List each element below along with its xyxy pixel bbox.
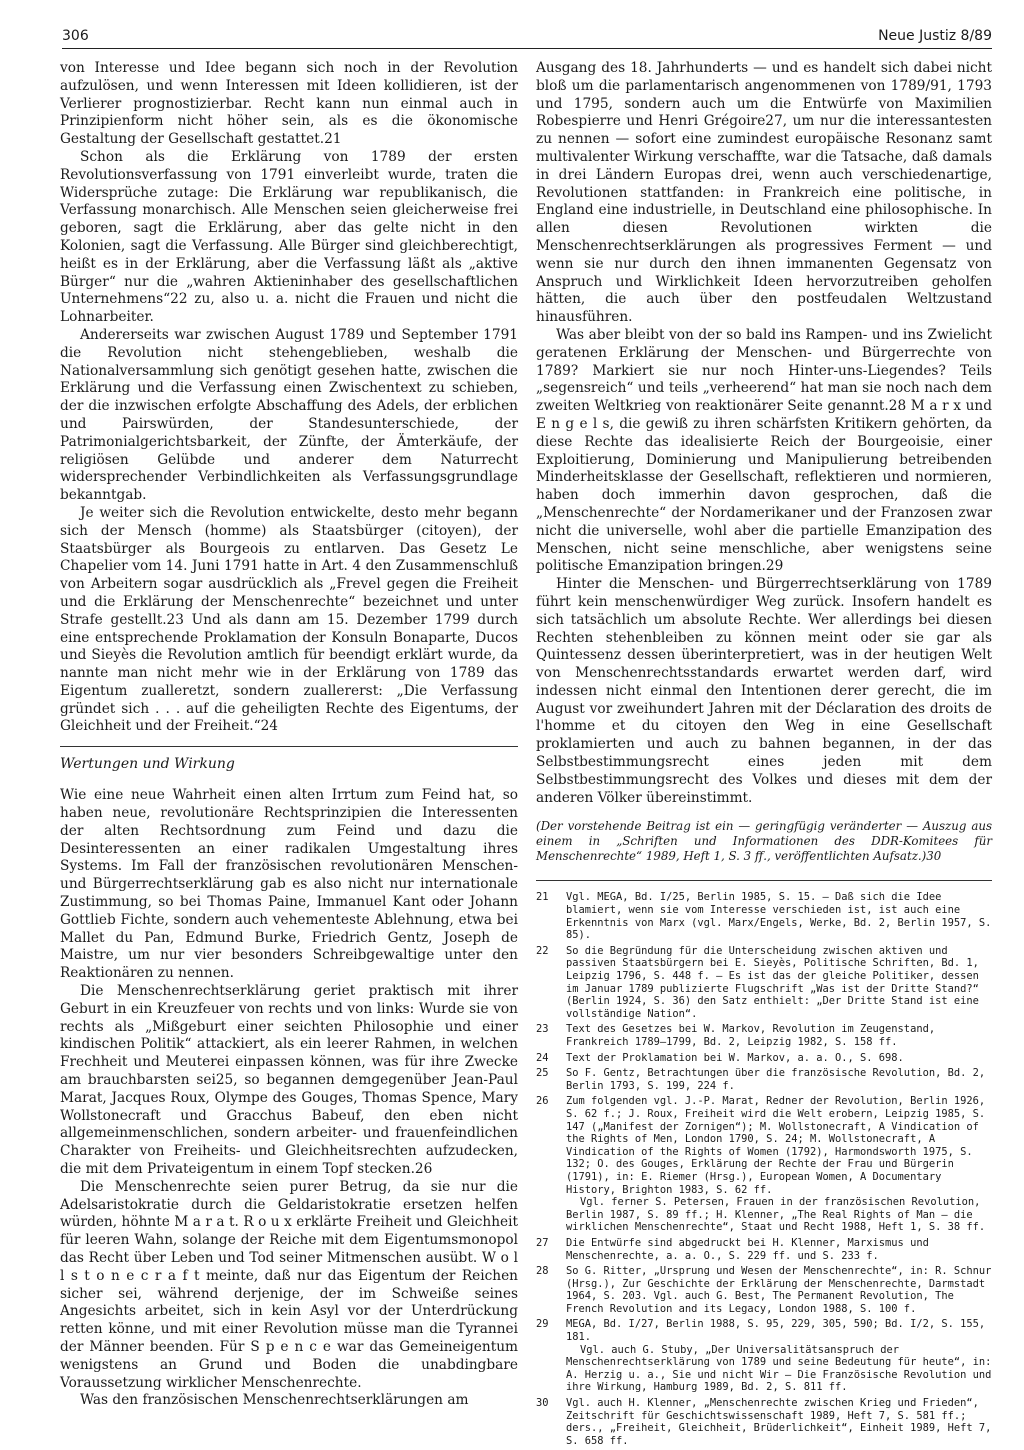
- section-heading: Wertungen und Wirkung: [60, 746, 518, 773]
- footnote-continuation: Vgl. ferner S. Petersen, Frauen in der französischen Revolution, Berlin 1987, S. 89 ff.; H. Klenner, „The Real Rights of Man — die wirklichen Menschenrechte“, Staat und Recht 1988, Heft 1, S. 38 ff.: [566, 1196, 986, 1234]
- footnote-number: 26: [536, 1095, 549, 1108]
- footnote-text: Text des Gesetzes bei W. Markov, Revolution im Zeugenstand, Frankreich 1789—1799, Bd. 2, Leipzig 1982, S. 158 ff.: [566, 1023, 936, 1048]
- left-column: [60, 60, 518, 1410]
- footnote-number: 27: [536, 1236, 549, 1249]
- footnote-number: 23: [536, 1023, 549, 1036]
- footnote-text: Text der Proklamation bei W. Markov, a. a. O., S. 698.: [566, 1051, 904, 1064]
- footnote-22: [536, 945, 992, 1021]
- paragraph: Was den französischen Menschenrechtserklärungen am: [80, 1392, 469, 1409]
- page-number: 306: [62, 28, 89, 44]
- paragraph: Hinter die Menschen- und Bürgerrechtserklärung von 1789 führt kein menschenwürdiger Weg zurück. Insofern handelt es sich tatsächlich um absolute Rechte. Wer allerdings bei diesen Rechten stehenbleiben zu können meint oder sie gar als Quintessenz dessen überinterpretiert, was in der heutigen Welt von Menschenrechtsstandards erwartet werden darf, wird indessen nicht einmal den Intentionen derer gerecht, die im August vor zweihundert Jahren mit der Déclaration des droits de l'homme et du citoyen den Weg in eine Gesellschaft proklamierten und auch zu bahnen begannen, in der das Selbstbestimmungsrecht eines jeden mit dem Selbstbestimmungsrecht des Volkes und dieses mit dem der anderen Völker übereinstimmt.: [536, 576, 992, 806]
- paragraph: Schon als die Erklärung von 1789 der ersten Revolutionsverfassung von 1791 einverleibt wurde, traten die Widersprüche zutage: Die Erklärung war republikanisch, die Verfassung monarchisch. Alle Menschen seien gleicherweise frei geboren, sagt die Erklärung, aber das gelte nicht in den Kolonien, sagt die Verfassung. Alle Bürger sind gleichberechtigt, heißt es in der Erklärung, aber die Verfassung läßt als „aktive Bürger“ nur die „wahren Aktieninhaber des gesellschaftlichen Unternehmens“22 zu, also u. a. nicht die Frauen und nicht die Lohnarbeiter.: [60, 148, 518, 326]
- footnote-30: [536, 1397, 992, 1447]
- paragraph: Ausgang des 18. Jahrhunderts — und es handelt sich dabei nicht bloß um die parlamentarisch angenommenen von 1789/91, 1793 und 1795, sondern auch um die Entwürfe von Maximilien Robespierre und Henri Grégoire27, um nur die interessantesten zu nennen — sofort eine zumindest europäische Resonanz samt multivalenter Wirkung verschaffte, war die Tatsache, daß damals in drei Ländern Europas drei, wenn auch verschiedenartige, Revolutionen stattfanden: in Frankreich eine politische, in England eine industrielle, in Deutschland eine philosophische. In allen diesen Revolutionen wirkten die Menschenrechtserklärungen als progressives Ferment — und wenn sie nur durch den ihnen immanenten Gegensatz von Anspruch und Wirklichkeit Ideen hervorzutreiben geholfen hätten, die auch über den postfeudalen Weltzustand hinausführen.: [536, 60, 992, 326]
- footnote-number: 24: [536, 1051, 549, 1064]
- footnote-26: [536, 1095, 992, 1234]
- footnote-text: Vgl. MEGA, Bd. I/25, Berlin 1985, S. 15. — Daß sich die Idee blamiert, wenn sie vom Interesse verschieden ist, ist auch eine Erkenntnis von Marx (vgl. Marx/Engels, Werke, Bd. 2, Berlin 1957, S. 85).: [566, 891, 992, 942]
- footnote-number: 21: [536, 891, 549, 904]
- footnote-text: So die Begründung für die Unterscheidung zwischen aktiven und passiven Staatsbürgern bei E. Sieyès, Politische Schriften, Bd. 1, Leipzig 1796, S. 448 f. — Es ist das der gleiche Politiker, dessen im Januar 1789 publizierte Flugschrift „Was ist der Dritte Stand?“ (Berlin 1924, S. 36) den Satz enthielt: „Der Dritte Stand ist eine vollständige Nation“.: [566, 944, 979, 1020]
- footnote-29: [536, 1318, 992, 1394]
- paragraph: Was aber bleibt von der so bald ins Rampen- und ins Zwielicht geratenen Erklärung der Menschen- und Bürgerrechte von 1789? Markiert sie nur noch Hinter-uns-Liegendes? Teils „segensreich“ und teils „verheerend“ hat man sie noch nach dem zweiten Weltkrieg von reaktionärer Seite genannt.28 M a r x und E n g e l s, die gewiß zu ihren schärfsten Kritikern gehörten, da diese Rechte das idealisierte Reich der Bourgeoisie, einer Exploitierung, Dominierung und Manipulierung betreibenden Minderheitsklasse der Gesellschaft, reflektieren und normieren, haben doch immerhin davon gesprochen, daß die „Menschenrechte“ der Nordamerikaner und der Franzosen zwar nicht die universelle, wohl aber die partielle Emanzipation des Menschen, nicht seine menschliche, aber wenigstens seine politische Emanzipation bringen.29: [536, 326, 992, 575]
- page-header: [62, 26, 992, 49]
- paragraph: Je weiter sich die Revolution entwickelte, desto mehr begann sich der Mensch (homme) als Staatsbürger (citoyen), der Staatsbürger als Bourgeois zu entlarven. Das Gesetz Le Chapelier vom 14. Juni 1791 hatte in Art. 4 den Zusammenschluß von Arbeitern sogar ausdrücklich als „Frevel gegen die Freiheit und die Erklärung der Menschenrechte“ bezeichnet und unter Strafe gestellt.23 Und als dann am 15. Dezember 1799 durch eine entsprechende Proklamation der Konsuln Bonaparte, Ducos und Sieyès die Revolution amtlich für beendigt erklärt wurde, da nannte man nicht mehr wie in der Erklärung von 1789 das Eigentum zualleretzt, sondern zuallererst: „Die Verfassung gründet sich . . . auf die geheiligten Rechte des Eigentums, der Gleichheit und der Freiheit.“24: [60, 504, 518, 735]
- paragraph: Andererseits war zwischen August 1789 und September 1791 die Revolution nicht stehengeblieben, weshalb die Nationalversammlung sich genötigt gesehen hatte, zwischen die Erklärung und die Verfassung einen Zwischentext zu schieben, der die inzwischen erfolgte Abschaffung des Adels, der erblichen und Pairswürden, der Standesunterschiede, der Patrimonialgerichtsbarkeit, der Zünfte, der Ämterkäufe, der religiösen Gelübde und anderer dem Naturrecht widersprechender Verbindlichkeiten als Verfassungsgrundlage bekanntgab.: [60, 326, 518, 504]
- footnote-24: [536, 1052, 992, 1065]
- footnote-divider: [536, 880, 992, 881]
- footnote-27: [536, 1237, 992, 1262]
- footnote-text: Vgl. auch H. Klenner, „Menschenrechte zwischen Krieg und Frieden“, Zeitschrift für Geschichtswissenschaft 1989, Heft 7, S. 581 ff.; ders., „Freiheit, Gleichheit, Brüderlichkeit“, Einheit 1989, Heft 7, S. 658 ff.: [566, 1397, 992, 1447]
- journal-issue: Neue Justiz 8/89: [878, 28, 992, 44]
- footnote-text-part: MEGA, Bd. I/27, Berlin 1988, S. 95, 229, 305, 590; Bd. I/2, S. 155, 181.: [566, 1318, 986, 1344]
- paragraph: Die Menschenrechte seien purer Betrug, da sie nur die Adelsaristokratie durch die Geldaristokratie ersetzen helfen würden, höhnte M a r a t. R o u x erklärte Freiheit und Gleichheit für leeren Wahn, solange der Reiche mit dem Eigentumsmonopol das Recht über Leben und Tod seiner Mitmenschen ausübt. W o l l s t o n e c r a f t meinte, daß nur das Eigentum der Reichen sicher sei, während derjenige, der im Schweiße seines Angesichts arbeitet, sich in kein Asyl vor der Unterdrückung retten könne, und mit einer Revolution müsse man die Tyrannei der Männer beenden. Für S p e n c e war das Gemeineigentum wenigstens an Grund und Boden die unabdingbare Voraussetzung wirklicher Menschenrechte.: [60, 1178, 518, 1391]
- footnote-text: So F. Gentz, Betrachtungen über die französische Revolution, Bd. 2, Berlin 1793, S. 199, 224 f.: [566, 1067, 986, 1092]
- footnote-continuation: Vgl. auch G. Stuby, „Der Universalitätsanspruch der Menschenrechtserklärung von 1789 und seine Bedeutung für heute“, in: A. Herzig u. a., Sie und nicht Wir — Die Französische Revolution und ihre Wirkung, Hamburg 1989, Bd. 2, S. 811 ff.: [566, 1343, 992, 1394]
- paragraph: Die Menschenrechtserklärung geriet praktisch mit ihrer Geburt in ein Kreuzfeuer von rechts und von links: Wurde sie von rechts als „Mißgeburt einer seichten Philosophie und einer kindischen Politik“ attackiert, als ein leerer Rahmen, in welchen Frechheit und Meuterei einpassen können, was für ihre Zwecke am brauchbarsten sei25, so begannen demgegenüber Jean-Paul Marat, Jacques Roux, Olympe des Gouges, Thomas Spence, Mary Wollstonecraft und Gracchus Babeuf, den eben nicht allgemeinmenschlichen, sondern arbeiter- und frauenfeindlichen Charakter von Freiheits- und Gleichheitsrechten aufzudecken, die mit dem Privateigentum in einem Topf stecken.26: [60, 983, 518, 1178]
- footnote-25: [536, 1067, 992, 1092]
- footnote-number: 25: [536, 1067, 549, 1080]
- right-column: [536, 60, 992, 1450]
- paragraph: von Interesse und Idee begann sich noch in der Revolution aufzulösen, und wenn Interessen mit Ideen kollidieren, ist der Verlierer prognostizierbar. Recht kann nun einmal auch in Prinzipienform nicht höher sein, als es die ökonomische Gestaltung der Gesellschaft gestattet.21: [60, 60, 518, 148]
- footnote-number: 30: [536, 1397, 549, 1410]
- footnote-28: [536, 1265, 992, 1315]
- footnote-number: 29: [536, 1318, 549, 1331]
- footnote-text-part: Zum folgenden vgl. J.-P. Marat, Redner der Revolution, Berlin 1926, S. 62 f.; J. Roux, Freiheit wird die Welt erobern, Leipzig 1985, S. 147 („Manifest der Zornigen“); M. Wollstonecraft, A Vindication of the Rights of Men, London 1790, S. 24; M. Wollstonecraft, A Vindication of the Rights of Women (1792), Harmondsworth 1975, S. 132; O. des Gouges, Erklärung der Rechte der Frau und Bürgerin (1791), in: E. Riemer (Hrsg.), European Women, A Documentary History, Brighton 1983, S. 62 ff.: [566, 1095, 986, 1196]
- footnote-number: 28: [536, 1265, 549, 1278]
- footnote-text: So G. Ritter, „Ursprung und Wesen der Menschenrechte“, in: R. Schnur (Hrsg.), Zur Geschichte der Erklärung der Menschenrechte, Darmstadt 1964, S. 203. Vgl. auch G. Best, The Permanent Revolution, The French Revolution and its Legacy, London 1988, S. 100 f.: [566, 1265, 992, 1315]
- footnote-text: [566, 1318, 992, 1394]
- footnote-number: 22: [536, 944, 549, 957]
- footnote-23: [536, 1023, 992, 1048]
- footnote-text: [566, 1095, 992, 1234]
- footnote-21: [536, 891, 992, 941]
- editorial-note: (Der vorstehende Beitrag ist ein — geringfügig veränderter — Auszug aus einem in „Schriften und Informationen des DDR-Komitees für Menschenrechte“ 1989, Heft 1, S. 3 ff., veröffentlichten Aufsatz.)30: [536, 819, 992, 864]
- footnote-text: Die Entwürfe sind abgedruckt bei H. Klenner, Marxismus und Menschenrechte, a. a. O., S. 229 ff. und S. 233 f.: [566, 1236, 929, 1262]
- paragraph: Wie eine neue Wahrheit einen alten Irrtum zum Feind hat, so haben neue, revolutionäre Rechtsprinzipien die Interessenten der alten Rechtsordnung zum Feind und dazu die Desinteressenten an einer radikalen Umgestaltung ihres Systems. Im Fall der französischen revolutionären Menschen- und Bürgerrechtserklärung gab es also nicht nur internationale Zustimmung, so bei Thomas Paine, Immanuel Kant oder Johann Gottlieb Fichte, sondern auch vehementeste Ablehnung, etwa bei Mallet du Pan, Edmund Burke, Friedrich Gentz, Joseph de Maistre, um nur vier besonders Schreibgewaltige unter den Reaktionären zu nennen.: [60, 787, 518, 982]
